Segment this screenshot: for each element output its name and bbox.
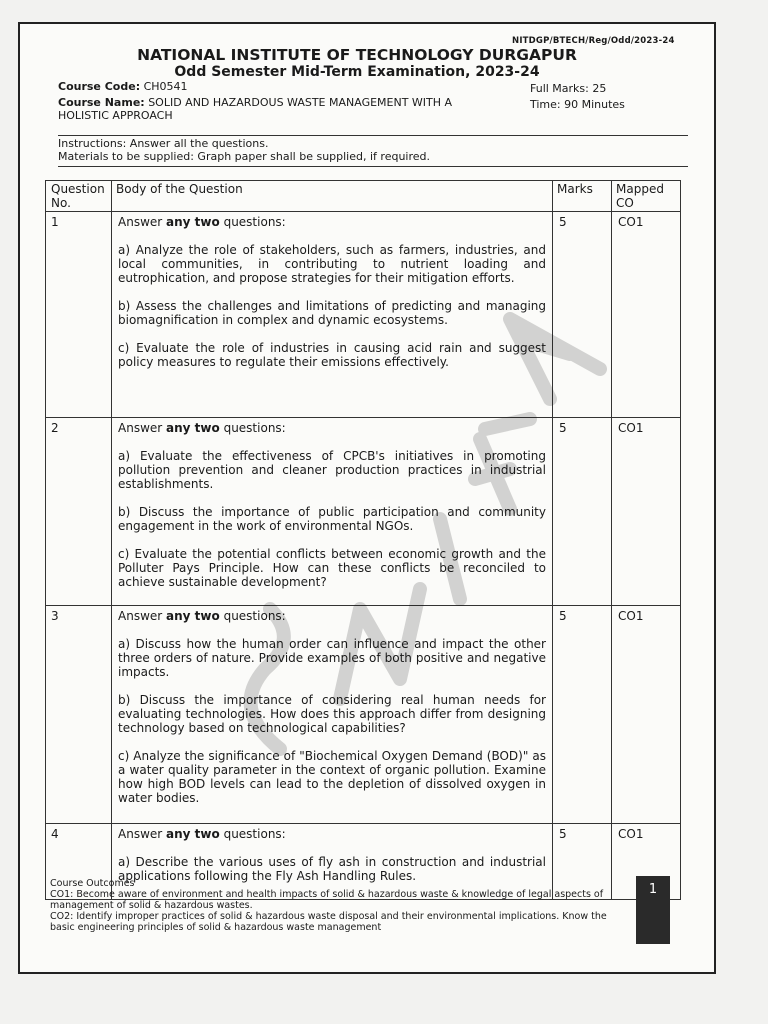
option-a: a) Analyze the role of stakeholders, such as farmers, industries, and local communities, in contributing to nutrient loading and eutrophication, and propose strategies for their mitigation efforts.	[118, 243, 546, 285]
question-row	[46, 606, 681, 824]
question-marks: 5	[553, 824, 612, 900]
option-b: b) Assess the challenges and limitations of predicting and managing biomagnification in complex and dynamic ecosystems.	[118, 299, 546, 327]
question-row	[46, 418, 681, 606]
header-question-no: Question No.	[46, 181, 112, 212]
question-lead: Answer any two questions:	[118, 827, 286, 841]
question-co: CO1	[612, 824, 681, 900]
option-b: b) Discuss the importance of considering real human needs for evaluating technologies. How does this approach differ from designing technology based on technological capabilities?	[118, 693, 546, 735]
reference-code: NITDGP/BTECH/Reg/Odd/2023-24	[512, 36, 675, 46]
question-marks: 5	[553, 606, 612, 824]
course-outcomes	[50, 878, 610, 933]
question-number: 1	[46, 212, 112, 418]
question-body	[112, 606, 553, 824]
divider	[58, 135, 688, 136]
question-marks: 5	[553, 212, 612, 418]
instruction-line-1: Instructions: Answer all the questions.	[58, 137, 269, 150]
table-header-row	[46, 181, 681, 212]
option-c: c) Analyze the significance of "Biochemical Oxygen Demand (BOD)" as a water quality parameter in the context of organic pollution. Examine how high BOD levels can lead to the depletion of dissolved oxygen in water bodies.	[118, 749, 546, 805]
option-a: a) Describe the various uses of fly ash in construction and industrial applications following the Fly Ash Handling Rules.	[118, 855, 546, 883]
question-body	[112, 418, 553, 606]
option-a: a) Evaluate the effectiveness of CPCB's initiatives in promoting pollution prevention and cleaner production practices in industrial establishments.	[118, 449, 546, 491]
question-lead: Answer any two questions:	[118, 609, 286, 623]
question-lead: Answer any two questions:	[118, 215, 286, 229]
exam-title: Odd Semester Mid-Term Examination, 2023-24	[174, 64, 540, 80]
header-mapped-co: Mapped CO	[612, 181, 681, 212]
question-number: 2	[46, 418, 112, 606]
institute-name: NATIONAL INSTITUTE OF TECHNOLOGY DURGAPUR	[137, 46, 577, 64]
divider	[58, 166, 688, 167]
option-c: c) Evaluate the potential conflicts between economic growth and the Polluter Pays Principle. How can these conflicts be reconciled to achieve sustainable development?	[118, 547, 546, 589]
question-table	[45, 180, 681, 900]
full-marks: Full Marks: 25	[530, 82, 607, 95]
question-co: CO1	[612, 418, 681, 606]
question-row	[46, 212, 681, 418]
question-number: 3	[46, 606, 112, 824]
course-code: Course Code: CH0541	[58, 80, 188, 93]
course-name: Course Name: SOLID AND HAZARDOUS WASTE MANAGEMENT WITH A HOLISTIC APPROACH	[58, 96, 453, 122]
question-co: CO1	[612, 606, 681, 824]
question-marks: 5	[553, 418, 612, 606]
co1-text: CO1: Become aware of environment and health impacts of solid & hazardous waste & knowledge of legal aspects of management of solid & hazardous wastes.	[50, 889, 604, 911]
header-body: Body of the Question	[112, 181, 553, 212]
course-outcomes-title: Course Outcomes	[50, 878, 135, 889]
page-number: 1	[636, 876, 670, 944]
exam-time: Time: 90 Minutes	[530, 98, 625, 111]
header-marks: Marks	[553, 181, 612, 212]
question-number: 4	[46, 824, 112, 900]
question-body	[112, 212, 553, 418]
option-b: b) Discuss the importance of public participation and community engagement in the work of environmental NGOs.	[118, 505, 546, 533]
exam-paper	[18, 22, 716, 974]
option-a: a) Discuss how the human order can influence and impact the other three orders of nature. Provide examples of both positive and negative impacts.	[118, 637, 546, 679]
option-c: c) Evaluate the role of industries in causing acid rain and suggest policy measures to regulate their emissions effectively.	[118, 341, 546, 369]
question-lead: Answer any two questions:	[118, 421, 286, 435]
co2-text: CO2: Identify improper practices of solid & hazardous waste disposal and their environmental implications. Know the basic engineering principles of solid & hazardous waste management	[50, 911, 607, 933]
question-co: CO1	[612, 212, 681, 418]
instruction-line-2: Materials to be supplied: Graph paper shall be supplied, if required.	[58, 150, 430, 163]
